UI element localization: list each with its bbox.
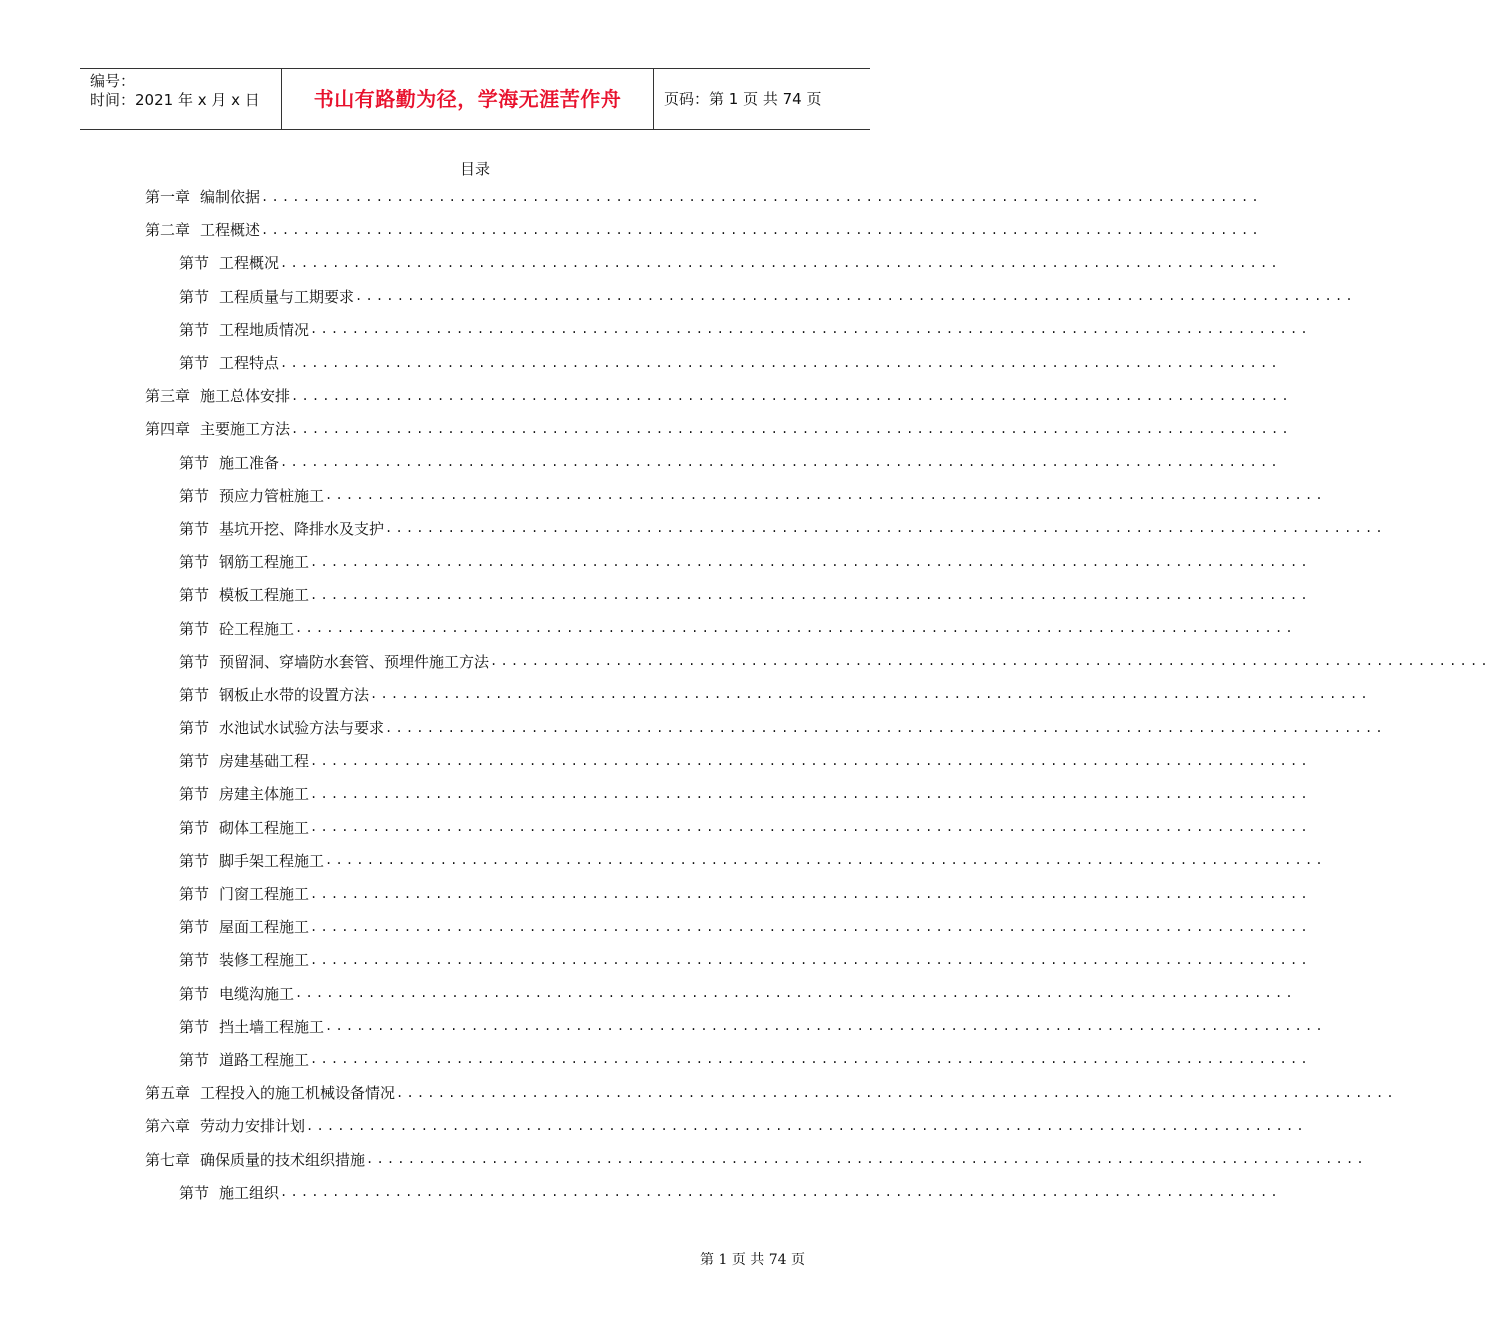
toc-entry[interactable] — [145, 313, 1311, 346]
toc-entry-number: 第五章 — [145, 1084, 191, 1103]
toc-leader-dots: ................................................................................................ — [385, 521, 1386, 536]
header-page-cell — [654, 69, 870, 129]
toc-entry[interactable] — [145, 379, 1292, 412]
toc-entry-label — [179, 916, 309, 937]
toc-entry[interactable] — [145, 346, 1281, 379]
toc-leader-dots: ................................................................................................ — [355, 289, 1356, 304]
toc-entry-number: 第节 — [179, 354, 210, 373]
toc-entry-label — [179, 286, 354, 307]
toc-entry-label — [179, 983, 294, 1004]
toc-entry-label — [179, 717, 384, 738]
toc-entry-text: 工程特点 — [219, 354, 280, 373]
toc-leader-dots: ................................................................................................ — [370, 687, 1371, 702]
toc-entry-label — [179, 319, 309, 340]
toc-entry-label — [179, 817, 309, 838]
toc-entry[interactable] — [145, 711, 1386, 744]
toc-entry-number: 第节 — [179, 752, 210, 771]
toc-entry[interactable] — [145, 180, 1262, 213]
toc-entry-number: 第节 — [179, 951, 210, 970]
header-motto-cell — [282, 69, 654, 129]
toc-entry[interactable] — [145, 1176, 1281, 1209]
toc-entry-text: 门窗工程施工 — [219, 885, 310, 904]
toc-entry-text: 工程地质情况 — [219, 320, 310, 339]
toc-entry-label — [179, 584, 309, 605]
toc-entry-label — [145, 1115, 305, 1136]
toc-entry[interactable] — [145, 678, 1371, 711]
toc-leader-dots: ................................................................................................ — [295, 621, 1296, 636]
toc-entry-label — [145, 219, 260, 240]
toc-leader-dots: ................................................................................................ — [280, 455, 1281, 470]
toc-entry-label — [179, 883, 309, 904]
toc-entry-text: 装修工程施工 — [219, 951, 310, 970]
toc-leader-dots: ................................................................................................ — [310, 1052, 1311, 1067]
toc-entry-text: 施工总体安排 — [200, 387, 291, 406]
toc-entry[interactable] — [145, 645, 1491, 678]
toc-entry[interactable] — [145, 1043, 1311, 1076]
toc-entry[interactable] — [145, 977, 1296, 1010]
toc-entry-number: 第节 — [179, 254, 210, 273]
toc-entry-text: 施工组织 — [219, 1183, 280, 1202]
toc-leader-dots: ................................................................................................ — [291, 388, 1292, 403]
toc-entry-label — [145, 418, 290, 439]
toc-entry-text: 电缆沟施工 — [219, 984, 295, 1003]
toc-leader-dots: ................................................................................................ — [310, 587, 1311, 602]
toc-entry-number: 第节 — [179, 619, 210, 638]
toc-leader-dots: ................................................................................................ — [385, 720, 1386, 735]
toc-entry-label — [145, 1149, 365, 1170]
toc-entry-text: 预留洞、穿墙防水套管、预埋件施工方法 — [219, 652, 490, 671]
toc-leader-dots: ................................................................................................ — [310, 554, 1311, 569]
toc-entry-number: 第二章 — [145, 221, 191, 240]
toc-entry-label — [179, 518, 384, 539]
toc-entry[interactable] — [145, 910, 1311, 943]
toc-entry-text: 钢筋工程施工 — [219, 553, 310, 572]
toc-entry-number: 第节 — [179, 320, 210, 339]
toc-leader-dots: ................................................................................................ — [261, 222, 1262, 237]
toc-entry-label — [179, 485, 324, 506]
toc-leader-dots: ................................................................................................ — [325, 1019, 1326, 1034]
toc-leader-dots: ................................................................................................ — [280, 1185, 1281, 1200]
toc-leader-dots: ................................................................................................ — [310, 786, 1311, 801]
toc-entry-label — [179, 949, 309, 970]
toc-leader-dots: ................................................................................................ — [396, 1085, 1397, 1100]
toc-entry[interactable] — [145, 280, 1356, 313]
toc-leader-dots: ................................................................................................ — [490, 654, 1491, 669]
toc-leader-dots: ................................................................................................ — [295, 986, 1296, 1001]
toc-entry-label — [179, 750, 309, 771]
toc-entry-number: 第一章 — [145, 188, 191, 207]
toc-entry[interactable] — [145, 412, 1292, 445]
page-footer: 第 1 页 共 74 页 — [700, 1252, 805, 1268]
toc-entry-number: 第四章 — [145, 420, 191, 439]
toc-entry[interactable] — [145, 1109, 1307, 1142]
toc-entry-number: 第节 — [179, 652, 210, 671]
toc-entry-label — [179, 551, 309, 572]
toc-entry-number: 第节 — [179, 1183, 210, 1202]
toc-entry-text: 编制依据 — [200, 188, 261, 207]
toc-entry-label — [179, 252, 279, 273]
toc-entry-label — [179, 1049, 309, 1070]
toc-entry-text: 房建主体施工 — [219, 785, 310, 804]
toc-entry-number: 第节 — [179, 553, 210, 572]
toc-entry-text: 预应力管桩施工 — [219, 486, 325, 505]
toc-entry-text: 模板工程施工 — [219, 586, 310, 605]
toc-leader-dots: ................................................................................................ — [310, 322, 1311, 337]
toc-entry-number: 第节 — [179, 719, 210, 738]
toc-entry[interactable] — [145, 1076, 1397, 1109]
toc-entry-text: 挡土墙工程施工 — [219, 1017, 325, 1036]
header-page-info: 页码：第 1 页 共 74 页 — [664, 89, 822, 108]
toc-entry-number: 第三章 — [145, 387, 191, 406]
toc-entry-label — [179, 618, 294, 639]
toc-entry-label — [179, 1182, 279, 1203]
toc-leader-dots: ................................................................................................ — [291, 421, 1292, 436]
toc-leader-dots: ................................................................................................ — [310, 886, 1311, 901]
toc-entry-number: 第节 — [179, 453, 210, 472]
toc-entry-text: 工程概述 — [200, 221, 261, 240]
toc-leader-dots: ................................................................................................ — [310, 820, 1311, 835]
toc-entry-label — [179, 850, 324, 871]
toc-entry-text: 工程投入的施工机械设备情况 — [200, 1084, 396, 1103]
toc-entry-text: 砌体工程施工 — [219, 818, 310, 837]
toc-entry-label — [145, 1082, 395, 1103]
toc-leader-dots: ................................................................................................ — [261, 189, 1262, 204]
toc-entry-label — [179, 684, 369, 705]
toc-leader-dots: ................................................................................................ — [280, 355, 1281, 370]
toc-entry-text: 基坑开挖、降排水及支护 — [219, 519, 385, 538]
toc-entry[interactable] — [145, 844, 1326, 877]
toc-entry-label — [145, 385, 290, 406]
toc-entry[interactable] — [145, 777, 1311, 810]
toc-entry[interactable] — [145, 545, 1311, 578]
serial-label: 编号： — [90, 72, 136, 90]
toc-entry-number: 第节 — [179, 586, 210, 605]
toc-entry[interactable] — [145, 578, 1311, 611]
toc-entry-number: 第七章 — [145, 1150, 191, 1169]
toc-entry-number: 第节 — [179, 785, 210, 804]
toc-leader-dots: ................................................................................................ — [366, 1152, 1367, 1167]
toc-title: 目录 — [459, 160, 490, 178]
toc-entry-text: 屋面工程施工 — [219, 918, 310, 937]
toc-entry-number: 第节 — [179, 1017, 210, 1036]
header-meta — [80, 69, 282, 129]
toc-entry[interactable] — [145, 446, 1281, 479]
toc-entry-text: 工程概况 — [219, 254, 280, 273]
toc-entry-label — [179, 783, 309, 804]
toc-entry-number: 第节 — [179, 519, 210, 538]
toc-entry[interactable] — [145, 611, 1296, 644]
toc-entry[interactable] — [145, 744, 1311, 777]
toc-entry-label — [179, 352, 279, 373]
toc-entry[interactable] — [145, 1142, 1367, 1175]
table-of-contents — [145, 180, 1491, 1209]
toc-entry-text: 房建基础工程 — [219, 752, 310, 771]
header-motto: 书山有路勤为径，学海无涯苦作舟 — [313, 86, 622, 111]
toc-leader-dots: ................................................................................................ — [325, 488, 1326, 503]
toc-entry-text: 水池试水试验方法与要求 — [219, 719, 385, 738]
toc-entry-number: 第节 — [179, 685, 210, 704]
toc-entry-number: 第节 — [179, 1050, 210, 1069]
toc-leader-dots: ................................................................................................ — [310, 919, 1311, 934]
toc-leader-dots: ................................................................................................ — [325, 853, 1326, 868]
toc-entry-text: 脚手架工程施工 — [219, 851, 325, 870]
toc-entry-text: 砼工程施工 — [219, 619, 295, 638]
toc-entry-number: 第节 — [179, 851, 210, 870]
toc-leader-dots: ................................................................................................ — [310, 753, 1311, 768]
toc-entry-number: 第节 — [179, 486, 210, 505]
toc-entry-text: 钢板止水带的设置方法 — [219, 685, 370, 704]
toc-entry-text: 劳动力安排计划 — [200, 1117, 306, 1136]
toc-entry-number: 第节 — [179, 818, 210, 837]
toc-entry-label — [179, 651, 489, 672]
toc-entry-label — [179, 1016, 324, 1037]
toc-leader-dots: ................................................................................................ — [280, 255, 1281, 270]
toc-entry[interactable] — [145, 877, 1311, 910]
toc-entry-number: 第节 — [179, 287, 210, 306]
toc-entry-text: 道路工程施工 — [219, 1050, 310, 1069]
toc-entry-label — [145, 186, 260, 207]
toc-entry[interactable] — [145, 811, 1311, 844]
toc-entry[interactable] — [145, 1010, 1326, 1043]
toc-leader-dots: ................................................................................................ — [310, 952, 1311, 967]
toc-entry-text: 确保质量的技术组织措施 — [200, 1150, 366, 1169]
toc-entry[interactable] — [145, 213, 1262, 246]
toc-entry[interactable] — [145, 512, 1386, 545]
toc-entry-text: 主要施工方法 — [200, 420, 291, 439]
document-header — [80, 68, 870, 130]
toc-entry-label — [179, 452, 279, 473]
toc-leader-dots: ................................................................................................ — [306, 1118, 1307, 1133]
toc-entry-number: 第节 — [179, 984, 210, 1003]
toc-entry-number: 第节 — [179, 885, 210, 904]
toc-entry-text: 工程质量与工期要求 — [219, 287, 355, 306]
time-label: 时间：2021 年 x 月 x 日 — [90, 91, 260, 109]
toc-entry[interactable] — [145, 479, 1326, 512]
toc-entry-number: 第六章 — [145, 1117, 191, 1136]
toc-entry-number: 第节 — [179, 918, 210, 937]
toc-entry[interactable] — [145, 943, 1311, 976]
toc-entry-text: 施工准备 — [219, 453, 280, 472]
toc-entry[interactable] — [145, 246, 1281, 279]
